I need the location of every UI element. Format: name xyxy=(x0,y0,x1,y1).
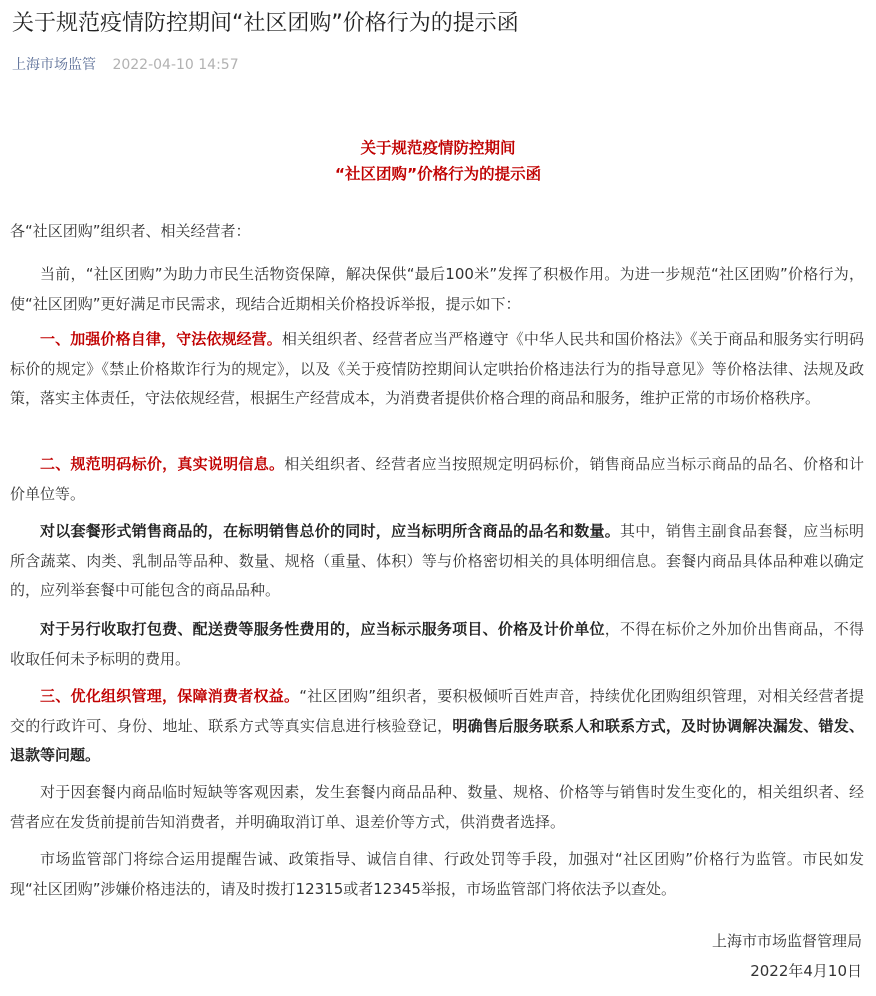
package-pricing-body: 其中，销售主副食品套餐，应当标明所含蔬菜、肉类、乳制品等品种、数量、规格（重量、体积）等与价格密切相关的具体明细信息。套餐内商品具体品种难以确定的，应列举套餐中可能包含的商品品种。 xyxy=(10,522,864,599)
section-1-heading: 一、加强价格自律，守法依规经营。 xyxy=(40,330,282,348)
section-3-emphasis: 明确售后服务联系人和联系方式，及时协调解决漏发、错发、退款等问题。 xyxy=(10,716,864,764)
paragraph-intro-text: 当前，“社区团购”为助力市民生活物资保障，解决保供“最后100米”发挥了积极作用。为进一步规范“社区团购”价格行为，使“社区团购”更好满足市民需求，现结合近期相关价格投诉举报，提示如下： xyxy=(10,265,864,313)
section-3-body: “社区团购”组织者，要积极倾听百姓声音，持续优化团购组织管理，对相关经营者提交的行政许可、身份、地址、联系方式等真实信息进行核验登记， xyxy=(10,687,864,735)
signature-organization: 上海市市场监督管理局 xyxy=(711,932,862,950)
paragraph-section-3 xyxy=(10,682,864,771)
paragraph-section-1 xyxy=(10,325,864,414)
paragraph-shortage-text: 对于因套餐内商品临时短缺等客观因素，发生套餐内商品品种、数量、规格、价格等与销售时发生变化的，相关组织者、经营者应在发货前提前告知消费者，并明确取消订单、退差价等方式，供消费者选择。 xyxy=(10,783,864,831)
document-heading-line-1: 关于规范疫情防控期间 xyxy=(360,139,516,157)
paragraph-supervision-text: 市场监管部门将综合运用提醒告诫、政策指导、诚信自律、行政处罚等手段，加强对“社区团购”价格行为监管。市民如发现“社区团购”涉嫌价格违法的，请及时拨打12315或者12345举报，市场监管部门将依法予以查处。 xyxy=(10,850,864,898)
paragraph-supervision xyxy=(10,845,864,904)
section-2-heading: 二、规范明码标价，真实说明信息。 xyxy=(40,455,285,473)
paragraph-shortage xyxy=(10,778,864,837)
signature-date: 2022年4月10日 xyxy=(750,962,862,980)
paragraph-package-pricing xyxy=(10,517,864,606)
package-pricing-emphasis: 对以套餐形式销售商品的，在标明销售总价的同时，应当标明所含商品的品名和数量。 xyxy=(40,522,621,540)
paragraph-service-fees xyxy=(10,615,864,674)
article-meta xyxy=(12,54,239,76)
account-name-link[interactable]: 上海市场监管 xyxy=(12,57,96,73)
paragraph-intro xyxy=(10,260,864,319)
document-heading-line-2: “社区团购”价格行为的提示函 xyxy=(334,165,542,183)
publish-time: 2022-04-10 14:57 xyxy=(112,57,239,73)
section-2-body: 相关组织者、经营者应当按照规定明码标价，销售商品应当标示商品的品名、价格和计价单位等。 xyxy=(10,455,864,503)
article-title: 关于规范疫情防控期间“社区团购”价格行为的提示函 xyxy=(12,11,519,36)
section-1-body: 相关组织者、经营者应当严格遵守《中华人民共和国价格法》《关于商品和服务实行明码标价的规定》《禁止价格欺诈行为的规定》，以及《关于疫情防控期间认定哄抬价格违法行为的指导意见》等价格法律、法规及政策，落实主体责任，守法依规经营，根据生产经营成本，为消费者提供价格合理的商品和服务，维护正常的市场价格秩序。 xyxy=(10,330,864,407)
service-fees-body: ，不得在标价之外加价出售商品，不得收取任何未予标明的费用。 xyxy=(10,620,864,668)
service-fees-emphasis: 对于另行收取打包费、配送费等服务性费用的，应当标示服务项目、价格及计价单位 xyxy=(40,620,605,638)
section-3-heading: 三、优化组织管理，保障消费者权益。 xyxy=(40,687,300,705)
salutation: 各“社区团购”组织者、相关经营者： xyxy=(10,222,251,240)
paragraph-section-2 xyxy=(10,450,864,509)
